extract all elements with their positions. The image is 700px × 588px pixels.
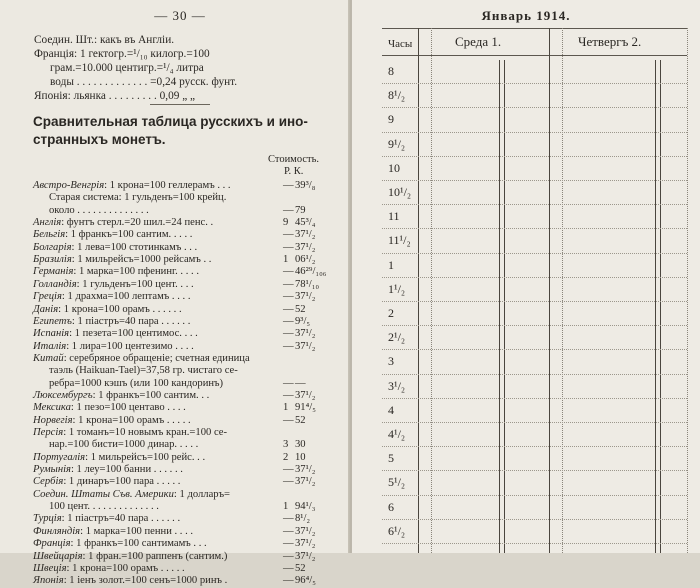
hour-label: 4 xyxy=(388,402,394,417)
coin-description: : 1 томанъ=10 новымъ кран.=100 се- xyxy=(63,427,228,438)
hour-label: 8 xyxy=(388,64,394,78)
row-text xyxy=(33,526,193,537)
hour-separator xyxy=(382,398,687,399)
grid-top-rule xyxy=(382,28,687,29)
rubles-value: — xyxy=(283,328,294,340)
coin-description: : 1 крона=100 геллерамъ . . . xyxy=(104,180,231,191)
table-row xyxy=(33,378,317,391)
coin-description: : 1 піастръ=40 пара . . . . . . xyxy=(61,513,181,525)
kopecks-value: 94¹/₃ xyxy=(295,501,316,513)
rubles-value: — xyxy=(283,340,294,352)
row-text xyxy=(49,378,223,389)
right-page xyxy=(352,0,700,553)
kopecks-value: 78¹/₁₀ xyxy=(295,278,320,290)
row-text xyxy=(33,316,190,327)
table-row xyxy=(33,180,317,193)
row-text xyxy=(33,266,199,277)
rubles-value: — xyxy=(283,476,294,488)
table-row xyxy=(33,192,317,205)
rubles-value: — xyxy=(283,377,294,389)
country-name: Бельгія xyxy=(33,229,66,241)
hour-label: 9 xyxy=(388,112,394,127)
row-text xyxy=(33,575,227,586)
kopecks-value: 37¹/₂ xyxy=(295,389,316,401)
row-text xyxy=(49,205,149,216)
rubles-value: — xyxy=(283,513,294,525)
kopecks-value: 8¹/₂ xyxy=(295,513,311,525)
table-row xyxy=(33,229,317,242)
rubles-value: 9 xyxy=(283,217,289,229)
kopecks-value: 91⁴/₅ xyxy=(295,402,316,414)
kopecks-value: 39³/₈ xyxy=(295,180,316,191)
row-text xyxy=(33,415,191,426)
kopecks-value: — xyxy=(295,377,306,389)
intro-line: Франція: 1 гектогр.=¹/₁₀ килогр.=100 xyxy=(34,48,210,60)
row-text xyxy=(33,489,230,500)
table-row xyxy=(33,415,317,428)
coin-description: 100 цент. . . . . . . . . . . . . . xyxy=(49,501,159,513)
table-heading-cont: странныхъ монетъ. xyxy=(33,132,166,147)
coin-description: : 1 пезо=100 центаво . . . . xyxy=(70,402,186,414)
kopecks-value: 37¹/₂ xyxy=(295,538,316,550)
table-row xyxy=(33,452,317,465)
hour-separator xyxy=(382,253,687,254)
coin-description: нар.=100 бисти=1000 динар. . . . . xyxy=(49,439,199,451)
kopecks-value: 10 xyxy=(295,451,306,463)
hour-separator xyxy=(382,107,687,108)
coin-description: : серебряное обращеніе; счетная единица xyxy=(63,352,250,364)
rubles-value: — xyxy=(283,229,294,241)
hour-separator xyxy=(382,495,687,496)
country-name: Турція xyxy=(33,513,62,525)
rubles-value: — xyxy=(283,562,294,574)
coin-description: : 1 марка=100 пенни . . . . xyxy=(80,525,194,537)
left-page xyxy=(0,0,350,587)
hour-separator xyxy=(382,325,687,326)
divider xyxy=(150,104,210,105)
row-text xyxy=(33,390,209,401)
country-name: Австро-Венгрія xyxy=(33,180,105,191)
intro-line: Японія: льянка . . . . . . . . . 0,09 „ „ xyxy=(34,90,196,102)
table-row xyxy=(33,464,317,477)
coin-description: : 1 драхма=100 лептамъ . . . . xyxy=(61,291,191,303)
country-name: Японія xyxy=(33,575,64,587)
hour-label: 2¹/₂ xyxy=(388,330,406,345)
hour-separator xyxy=(382,180,687,181)
table-row xyxy=(33,217,317,230)
table-row xyxy=(33,278,320,292)
country-name: Финляндія xyxy=(33,525,81,537)
coin-description: около . . . . . . . . . . . . . . xyxy=(49,204,149,216)
hour-label: 5 xyxy=(388,451,394,466)
coin-description: ребра=1000 кэшъ (или 100 кандоринъ) xyxy=(49,377,224,389)
hour-separator xyxy=(382,543,687,544)
table-row xyxy=(33,575,317,588)
row-text xyxy=(33,229,192,240)
table-row xyxy=(33,328,317,341)
row-text xyxy=(33,538,207,549)
hour-separator xyxy=(382,374,687,375)
rubles-value: 2 xyxy=(283,451,289,463)
coin-description: : 1 піастръ=40 пара . . . . . . xyxy=(71,315,191,327)
hour-separator xyxy=(382,470,687,471)
hour-label: 6¹/₂ xyxy=(388,523,406,538)
coin-description: : 1 мильрейсъ=100 рейс. . . xyxy=(85,451,206,463)
coin-description: : 1 марка=100 пфенинг. . . . . xyxy=(73,266,199,278)
rubles-value: 1 xyxy=(283,501,289,513)
row-text xyxy=(33,341,194,352)
hour-label: 11¹/₂ xyxy=(388,233,411,248)
rubles-value: — xyxy=(283,204,294,216)
country-name: Греція xyxy=(33,291,62,303)
rubles-value: — xyxy=(283,525,294,537)
hour-label: 5¹/₂ xyxy=(388,475,406,490)
country-name: Румынія xyxy=(33,464,71,476)
row-text xyxy=(33,427,227,438)
intro-line: грам.=10.000 центигр.=¹/₄ литра xyxy=(50,62,204,74)
rubles-value: — xyxy=(283,538,294,550)
coin-description: : 1 франкъ=100 сантим. . . xyxy=(92,389,210,401)
table-row xyxy=(33,242,317,255)
row-text xyxy=(49,192,226,203)
hour-label: 6 xyxy=(388,499,394,514)
hour-separator xyxy=(382,228,687,229)
country-name: Сербія xyxy=(33,476,64,488)
kopecks-value: 9³/₅ xyxy=(295,315,311,327)
row-text xyxy=(33,452,205,463)
kopecks-value: 30 xyxy=(295,439,306,451)
country-name: Германія xyxy=(33,266,74,278)
rubles-value: — xyxy=(283,550,294,562)
hour-label: 1¹/₂ xyxy=(388,281,406,296)
coin-description: : 1 крона=100 орамъ . . . . . xyxy=(72,414,191,426)
hour-separator xyxy=(382,204,687,205)
kopecks-value: 52 xyxy=(295,303,306,315)
hour-label: 10¹/₂ xyxy=(388,185,412,199)
row-text xyxy=(49,439,198,450)
table-row xyxy=(33,489,317,502)
intro-line: воды . . . . . . . . . . . . . =0,24 русск. фунт. xyxy=(50,76,238,88)
country-name: Китай xyxy=(33,352,64,364)
day1-rule xyxy=(499,60,500,553)
hour-label: 4¹/₂ xyxy=(388,427,406,441)
table-row xyxy=(33,304,317,317)
row-text xyxy=(33,402,186,413)
row-text xyxy=(33,464,183,475)
table-row xyxy=(33,538,317,551)
rubles-value: — xyxy=(283,315,294,327)
table-row xyxy=(33,402,317,415)
country-name: Данія xyxy=(33,303,59,315)
country-name: Норвегія xyxy=(33,414,73,426)
country-name: Голландія xyxy=(33,278,77,290)
table-row xyxy=(33,266,327,279)
hour-separator xyxy=(382,519,687,520)
row-text xyxy=(33,217,213,228)
kopecks-value: 37¹/₂ xyxy=(295,241,316,253)
hour-label: 3 xyxy=(388,354,394,369)
coin-description: : 1 крона=100 орамъ . . . . . xyxy=(66,562,185,574)
rubles-value: — xyxy=(283,389,294,401)
table-row xyxy=(33,341,317,354)
coin-description: : 1 крона=100 орамъ . . . . . . xyxy=(58,303,182,315)
row-text xyxy=(49,365,238,376)
row-text xyxy=(33,254,211,265)
kopecks-value: 37¹/₂ xyxy=(295,340,316,352)
country-name: Швеція xyxy=(33,562,67,574)
coin-description: : 1 іенъ золот.=100 сенъ=1000 ринъ . xyxy=(63,575,228,587)
table-row xyxy=(33,353,317,366)
rubles-value: — xyxy=(283,303,294,315)
country-name: Люксембургъ xyxy=(33,389,93,401)
row-text xyxy=(33,180,231,191)
intro-line: Соедин. Шт.: какъ въ Англіи. xyxy=(34,34,175,46)
country-name: Франція xyxy=(33,538,71,550)
hour-separator xyxy=(382,83,687,84)
row-text xyxy=(33,242,197,253)
day2-rule xyxy=(660,60,661,553)
hour-separator xyxy=(382,277,687,278)
table-heading: Сравнительная таблица русскихъ и ино- xyxy=(33,114,308,129)
hour-separator xyxy=(382,349,687,350)
hour-label: 10 xyxy=(388,160,400,175)
row-text xyxy=(33,513,180,524)
day-header-thursday: Четвергъ 2. xyxy=(578,34,642,49)
row-text xyxy=(33,279,194,290)
day1-rule xyxy=(504,60,505,553)
row-text xyxy=(33,291,190,302)
row-text xyxy=(33,353,250,364)
hour-separator xyxy=(382,132,687,133)
country-name: Соедин. Штаты Съв. Америки xyxy=(33,488,174,500)
hour-separator xyxy=(382,301,687,302)
rubles-value: — xyxy=(283,575,294,587)
value-column-header: Стоимость. xyxy=(268,154,320,165)
coin-description: : 1 фран.=100 раппенъ (сантим.) xyxy=(82,550,228,562)
kopecks-value: 37¹/₂ xyxy=(295,550,316,562)
hour-separator xyxy=(382,446,687,447)
kopecks-value: 37¹/₂ xyxy=(295,525,316,537)
kopecks-value: 46²⁹/₁₀₆ xyxy=(295,266,327,278)
rubles-value: 1 xyxy=(283,402,289,414)
row-text xyxy=(33,563,185,574)
coin-description: : 1 лева=100 стотинкамъ . . . xyxy=(71,241,198,253)
coin-description: : 1 леу=100 банни . . . . . . xyxy=(70,464,183,476)
table-row xyxy=(33,427,317,440)
row-text xyxy=(49,501,159,512)
day-header-wednesday: Среда 1. xyxy=(455,34,502,49)
hour-label: 3¹/₂ xyxy=(388,378,406,393)
hour-separator xyxy=(382,422,687,423)
coin-description: таэль (Haikuan-Tael)=37,58 гр. чистаго се- xyxy=(49,365,238,377)
kopecks-value: 96⁴/₅ xyxy=(295,575,316,587)
table-row xyxy=(33,254,317,267)
coin-description: : 1 долларъ= xyxy=(173,488,231,500)
country-name: Мексика xyxy=(33,402,71,414)
country-name: Португалія xyxy=(33,451,86,463)
rubles-value: — xyxy=(283,241,294,253)
country-name: Швейцарія xyxy=(33,550,83,562)
coin-description: : 1 гульденъ=100 цент. . . . xyxy=(76,278,194,290)
country-name: Бразилія xyxy=(33,254,72,266)
kopecks-value: 45³/₄ xyxy=(295,217,316,229)
value-column-units: Р. К. xyxy=(284,166,304,177)
row-text xyxy=(33,328,198,339)
kopecks-value: 37¹/₂ xyxy=(295,464,316,476)
hour-label: 2 xyxy=(388,306,394,320)
country-name: Египетъ xyxy=(33,315,72,327)
kopecks-value: 37¹/₂ xyxy=(295,229,316,241)
table-row xyxy=(33,513,317,526)
table-row xyxy=(33,316,317,329)
rubles-value: — xyxy=(283,278,294,290)
hour-separator xyxy=(382,156,687,157)
rubles-value: — xyxy=(283,414,294,426)
kopecks-value: 06¹/₂ xyxy=(295,254,316,266)
table-row xyxy=(33,551,317,564)
coin-description: : 1 лира=100 центезимо . . . . xyxy=(66,340,194,352)
country-name: Болгарія xyxy=(33,241,72,253)
coin-description: : 1 франкъ=100 сантимамъ . . . xyxy=(70,538,207,550)
grid-right-rule xyxy=(687,28,688,553)
table-row xyxy=(33,476,317,489)
row-text xyxy=(33,476,180,487)
kopecks-value: 52 xyxy=(295,562,306,574)
table-row xyxy=(33,501,317,514)
kopecks-value: 37¹/₂ xyxy=(295,328,316,340)
coin-description: : фунтъ стерл.=20 шил.=24 пенс. . xyxy=(61,217,214,229)
table-row xyxy=(33,439,317,452)
kopecks-value: 52 xyxy=(295,414,306,426)
table-row xyxy=(33,365,317,378)
row-text xyxy=(33,304,182,315)
hour-label: 9¹/₂ xyxy=(388,136,406,151)
rubles-value: — xyxy=(283,266,294,278)
hour-label: 11 xyxy=(388,209,400,224)
table-row xyxy=(33,205,317,218)
rubles-value: — xyxy=(283,180,294,191)
row-text xyxy=(33,551,227,562)
header-rule xyxy=(382,55,687,56)
coin-description: : 1 мильрейсъ=1000 рейсамъ . . xyxy=(71,254,212,266)
kopecks-value: 37¹/₂ xyxy=(295,476,316,488)
calendar-title: Январь 1914. xyxy=(481,8,571,23)
coin-description: : 1 франкъ=100 сантим. . . . . xyxy=(65,229,193,241)
hours-column-header: Часы xyxy=(388,38,413,50)
coin-description: : 1 пезета=100 центимос. . . . xyxy=(69,328,198,340)
table-row xyxy=(33,291,317,304)
country-name: Англія xyxy=(33,217,62,229)
country-name: Италія xyxy=(33,340,67,352)
country-name: Персія xyxy=(33,427,64,438)
country-name: Испанія xyxy=(33,328,70,340)
table-row xyxy=(33,526,317,539)
kopecks-value: 79 xyxy=(295,204,306,216)
table-row xyxy=(33,563,317,576)
rubles-value: — xyxy=(283,464,294,476)
day2-rule xyxy=(655,60,656,553)
coin-description: Старая система: 1 гульденъ=100 крейц. xyxy=(49,192,227,204)
kopecks-value: 37¹/₂ xyxy=(295,291,316,303)
rubles-value: — xyxy=(283,291,294,303)
page-number: — 30 — xyxy=(154,8,206,23)
rubles-value: 1 xyxy=(283,254,289,266)
table-row xyxy=(33,390,317,403)
coin-description: : 1 динаръ=100 пара . . . . . xyxy=(63,476,181,488)
hour-label: 1 xyxy=(388,257,394,272)
rubles-value: 3 xyxy=(283,439,289,451)
hour-label: 8¹/₂ xyxy=(388,88,406,103)
